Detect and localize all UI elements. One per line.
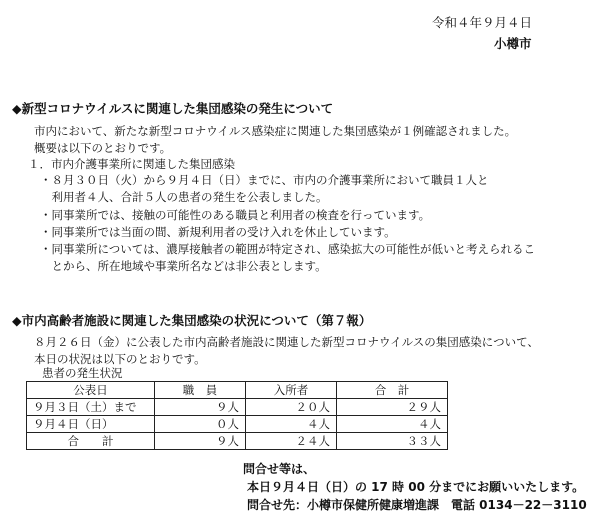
contact-intro: 問合せ等は、 <box>243 462 316 476</box>
document-date: 令和４年９月４日 <box>432 15 533 30</box>
section1-intro <box>34 123 516 157</box>
bullet-line: ・同事業所では当面の間、新規利用者の受け入れを休止しています。 <box>40 224 396 239</box>
section1-bullet-list <box>40 172 535 276</box>
header-cell: 入所者 <box>246 382 337 399</box>
bullet-line: ・同事業所では、接触の可能性のある職員と利用者の検査を行っています。 <box>40 207 431 222</box>
table-row <box>27 399 448 416</box>
section2-heading: ◆市内高齢者施設に関連した集団感染の状況について（第７報） <box>12 313 372 328</box>
section2-intro-line: 本日の状況は以下のとおりです。 <box>34 352 206 366</box>
bullet-line: ・８月３０日（火）から９月４日（日）までに、市内の介護事業所において職員１人と <box>40 173 489 187</box>
table-cell: ９人 <box>155 433 246 450</box>
table-cell: ０人 <box>155 416 246 433</box>
section1-subheading: １．市内介護事業所に関連した集団感染 <box>28 157 235 171</box>
bullet-line: ・同事業所については、濃厚接触者の範囲が特定され、感染拡大の可能性が低いと考えられるこ <box>40 242 535 257</box>
bullet-line: とから、所在地域や事業所名などは非公表とします。 <box>40 259 327 274</box>
header-cell: 職 員 <box>155 382 246 399</box>
section2-intro-line: ８月２６日（金）に公表した市内高齢者施設に関連した新型コロナウイルスの集団感染について、 <box>34 335 539 349</box>
table-cell: ９月３日（土）まで <box>27 399 155 416</box>
table-cell: ２９人 <box>337 399 448 416</box>
table-cell: 合 計 <box>27 433 155 450</box>
issuing-organization: 小樽市 <box>494 36 532 51</box>
contact-info: 問合せ先：小樽市保健所健康増進課 電話 0134－22－3110 <box>247 498 587 512</box>
section1-intro-line: 概要は以下のとおりです。 <box>34 141 172 155</box>
table-cell: ３３人 <box>337 433 448 450</box>
table-cell: ９人 <box>155 399 246 416</box>
table-cell: ４人 <box>246 416 337 433</box>
section2-intro <box>34 334 539 368</box>
table-total-row <box>27 433 448 450</box>
table-cell: ４人 <box>337 416 448 433</box>
table-cell: ２４人 <box>246 433 337 450</box>
table-row <box>27 416 448 433</box>
table-cell: ９月４日（日） <box>27 416 155 433</box>
contact-deadline: 本日９月４日（日）の 17 時 00 分までにお願いいたします。 <box>247 480 585 494</box>
section1-intro-line: 市内において、新たな新型コロナウイルス感染症に関連した集団感染が１例確認されました。 <box>34 124 517 138</box>
table-header-row <box>27 382 448 399</box>
table-cell: ２０人 <box>246 399 337 416</box>
header-cell: 合 計 <box>337 382 448 399</box>
section1-heading: ◆新型コロナウイルスに関連した集団感染の発生について <box>12 101 334 116</box>
patient-status-table <box>26 381 448 450</box>
table-caption: 患者の発生状況 <box>42 366 123 380</box>
header-cell: 公表日 <box>27 382 155 399</box>
bullet-line: 利用者４人、合計５人の患者の発生を公表しました。 <box>40 190 328 205</box>
